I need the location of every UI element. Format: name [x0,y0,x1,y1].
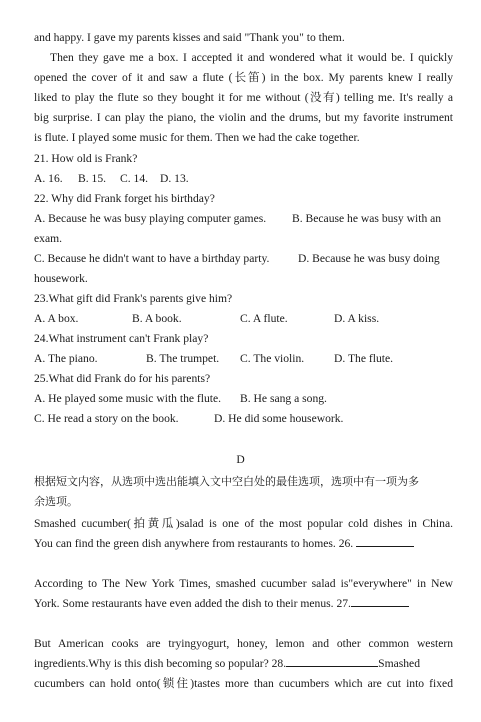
passage-d-line [34,536,453,551]
option-22-a[interactable]: A. Because he was busy playing computer games. [34,212,267,225]
passage-line: and happy. I gave my parents kisses and said "Thank you" to them. [34,31,345,44]
passage-d-line: According to The New York Times, smashed cucumber salad is"everywhere" in New [34,577,453,590]
passage-d-text: York. Some restaurants have even added the dish to their menus. 27. [34,597,351,610]
option-22-d-cont: housework. [34,272,88,285]
passage-line: big surprise. I can play the piano, the violin and the drums, but my favorite instrument [34,111,453,124]
section-d-instruction-cont: 余选项。 [34,495,78,508]
option-25-c[interactable]: C. He read a story on the book. [34,412,179,425]
option-25-b[interactable]: B. He sang a song. [240,392,327,405]
passage-d-line [34,656,453,671]
question-24: 24.What instrument can't Frank play? [34,332,209,345]
question-25: 25.What did Frank do for his parents? [34,372,211,385]
question-21: 21. How old is Frank? [34,152,138,165]
option-25-a[interactable]: A. He played some music with the flute. [34,392,222,405]
option-24-b[interactable]: B. The trumpet. [146,352,220,365]
option-21-c[interactable]: C. 14. [120,172,149,185]
option-22-c[interactable]: C. Because he didn't want to have a birthday party. [34,252,270,265]
option-23-b[interactable]: B. A book. [132,312,182,325]
option-21-d[interactable]: D. 13. [160,172,189,185]
passage-d-line: cucumbers can hold onto(锁住)tastes more than cucumbers which are cut into fixed [34,677,453,690]
passage-line: is flute. I played some music for them. Then we had the cake together. [34,131,360,144]
option-22-d[interactable]: D. Because he was busy doing [298,252,440,265]
passage-d-line: But American cooks are tryingyogurt, honey, lemon and other common western [34,637,453,650]
passage-d-text: ingredients.Why is this dish becoming so popular? 28. [34,657,287,670]
passage-line: liked to play the flute so they bought it for me without (没有) telling me. It's really a [34,91,453,104]
passage-d-text: Smashed [378,657,421,670]
answer-blank-26[interactable] [356,536,414,547]
option-21-b[interactable]: B. 15. [78,172,107,185]
option-25-d[interactable]: D. He did some housework. [214,412,344,425]
option-21-a[interactable]: A. 16. [34,172,63,185]
option-23-d[interactable]: D. A kiss. [334,312,380,325]
question-23: 23.What gift did Frank's parents give him? [34,292,233,305]
passage-d-line: Smashed cucumber(拍黄瓜)salad is one of the most popular cold dishes in China. [34,517,453,530]
option-22-b-cont: exam. [34,232,63,245]
answer-blank-27[interactable] [351,596,409,607]
passage-d-line [34,596,453,611]
option-23-a[interactable]: A. A box. [34,312,79,325]
answer-blank-28[interactable] [286,656,378,667]
option-24-c[interactable]: C. The violin. [240,352,305,365]
passage-line: opened the cover of it and saw a flute (长笛) in the box. My parents knew I really [34,71,453,84]
passage-d-text: You can find the green dish anywhere from restaurants to homes. 26. [34,537,354,550]
section-heading-d: D [236,453,245,466]
section-d-instruction: 根据短文内容，从选项中选出能填入文中空白处的最佳选项，选项中有一项为多 [34,475,419,488]
option-24-a[interactable]: A. The piano. [34,352,98,365]
passage-line: Then they gave me a box. I accepted it and wondered what it would be. I quickly [50,51,453,64]
question-22: 22. Why did Frank forget his birthday? [34,192,215,205]
option-22-b[interactable]: B. Because he was busy with an [292,212,442,225]
option-24-d[interactable]: D. The flute. [334,352,394,365]
option-23-c[interactable]: C. A flute. [240,312,288,325]
